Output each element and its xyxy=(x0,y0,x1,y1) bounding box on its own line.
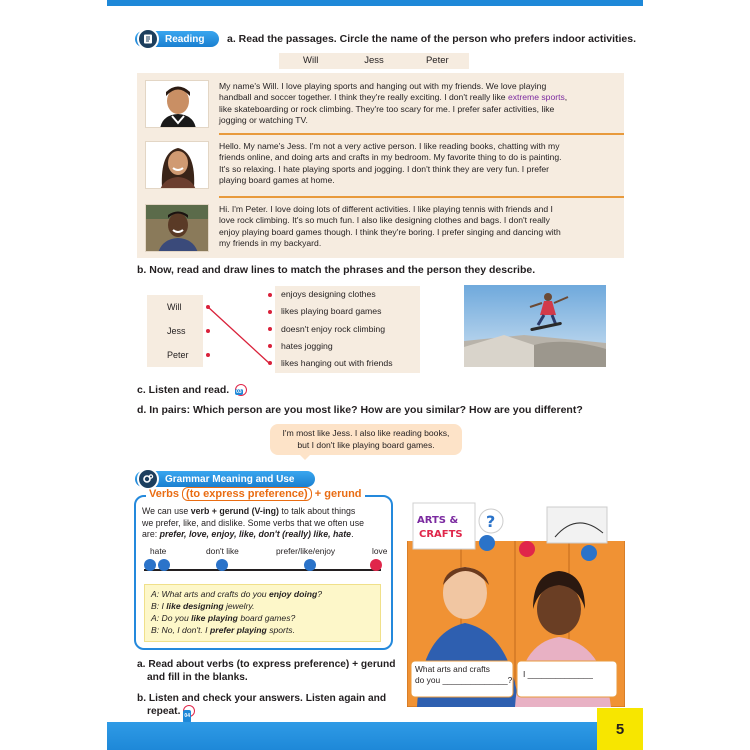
dialog-bold: like playing xyxy=(191,613,238,623)
match-name-jess: Jess xyxy=(167,326,186,336)
text-segment: . xyxy=(351,529,354,539)
match-name-will: Will xyxy=(167,302,182,312)
dialog-line xyxy=(151,588,374,600)
grammar-line xyxy=(142,529,385,541)
passage-line: jogging or watching TV. xyxy=(219,114,308,125)
passage-line: Hello. My name's Jess. I'm not a very active person. I like reading books, chatting with my xyxy=(219,141,560,151)
grammar-label-text: Grammar Meaning and Use xyxy=(165,473,295,485)
grammar-label xyxy=(135,471,315,487)
match-dot-phrase[interactable] xyxy=(268,293,272,297)
audio-track-icon[interactable] xyxy=(235,384,247,396)
svg-text:?: ? xyxy=(486,512,496,531)
arts-crafts-sign: ARTS & xyxy=(417,515,459,526)
match-dot-phrase[interactable] xyxy=(268,361,272,365)
students-at-lockers-photo xyxy=(407,497,625,707)
bubble-line: but I don't like playing board games. xyxy=(297,439,435,450)
grammar-task-b xyxy=(137,692,386,718)
dialog-bold: like designing xyxy=(166,601,224,611)
photo-question-bubble xyxy=(415,664,513,686)
dialog-segment: board games? xyxy=(237,613,296,623)
audio-track-icon[interactable] xyxy=(183,705,195,717)
grammar-line xyxy=(142,506,385,518)
match-phrase: hates jogging xyxy=(281,340,333,351)
thumbs-down-icon xyxy=(144,559,156,571)
dialog-bold: prefer playing xyxy=(209,625,267,635)
thumbs-down-icon xyxy=(216,559,228,571)
passage-line: my friends in my backyard. xyxy=(219,237,322,248)
grammar-title-paren: (to express preference) xyxy=(182,487,312,501)
instruction-d: d. In pairs: Which person are you most like? How are you similar? How are you different? xyxy=(137,404,583,416)
match-dot-phrase[interactable] xyxy=(268,327,272,331)
dialog-line xyxy=(151,624,374,636)
dialog-segment: sports. xyxy=(266,625,295,635)
passage-line: playing board games at home. xyxy=(219,174,335,185)
instruction-c xyxy=(137,384,247,396)
task-line-text: repeat. xyxy=(147,706,181,717)
text-segment-bold: verb + gerund (V-ing) xyxy=(190,506,279,516)
dialog-segment: B: I xyxy=(151,601,167,611)
match-phrases xyxy=(275,286,420,373)
thumbs-down-icon xyxy=(158,559,170,571)
text-segment: We can use xyxy=(142,506,191,516)
passage-line: Hi. I'm Peter. I love doing lots of different activities. I like playing tennis with friends and I xyxy=(219,204,553,214)
highlighted-term: extreme sports xyxy=(507,92,565,103)
scale-label-love: love xyxy=(372,546,388,556)
name-option-peter[interactable]: Peter xyxy=(425,55,449,66)
preference-scale-labels xyxy=(142,546,388,558)
text-segment: to talk about things xyxy=(278,506,356,516)
grammar-title-segment: + gerund xyxy=(311,488,362,500)
match-phrase: likes hanging out with friends xyxy=(281,358,393,369)
instruction-a: a. Read the passages. Circle the name of the person who prefers indoor activities. xyxy=(227,33,637,45)
instruction-b: b. Now, read and draw lines to match the phrases and the person they describe. xyxy=(137,264,536,276)
passage-line: enjoy playing board games though. I think they're boring. I prefer singing and dancing with xyxy=(219,226,561,237)
scale-label-prefer: prefer/like/enjoy xyxy=(276,546,336,556)
skateboarder-photo xyxy=(464,285,606,367)
bubble-line: I'm most like Jess. I also like reading books, xyxy=(282,428,450,438)
passage-line: friends online, and doing arts and crafts in my bedroom. My favorite thing to do is painting. xyxy=(219,152,562,163)
match-dot-phrase[interactable] xyxy=(268,344,272,348)
task-line: and fill in the blanks. xyxy=(147,672,248,683)
dialog-line xyxy=(151,600,374,612)
grammar-dialog xyxy=(144,584,381,642)
name-option-jess[interactable]: Jess xyxy=(364,55,384,66)
dialog-line xyxy=(151,612,374,624)
arts-crafts-sign: CRAFTS xyxy=(419,529,463,540)
grammar-box xyxy=(134,488,393,650)
scale-label-hate: hate xyxy=(150,546,167,556)
heart-icon xyxy=(370,559,382,571)
passage-line: It's so relaxing. I hate playing sports and jogging. I don't think they are very fun. I prefer xyxy=(219,163,550,174)
dialog-segment: A: What arts and crafts do you xyxy=(151,589,269,599)
grammar-task-a xyxy=(137,658,395,684)
photo-answer-bubble[interactable] xyxy=(523,669,615,680)
gears-icon xyxy=(137,468,159,490)
workbook-page xyxy=(107,0,643,750)
match-phrase: likes playing board games xyxy=(281,306,382,317)
reading-label-text: Reading xyxy=(165,33,205,45)
instruction-c-text: c. Listen and read. xyxy=(137,384,230,396)
page-number: 5 xyxy=(597,708,643,750)
photo-question-line: What arts and crafts xyxy=(415,664,490,674)
dialog-segment: A: Do you xyxy=(151,613,192,623)
example-speech-bubble xyxy=(270,424,462,455)
passage-line: like skateboarding or rock climbing. They're too scary for me. I prefer safer activities, like xyxy=(219,103,555,114)
task-line: b. Listen and check your answers. Listen again and xyxy=(137,693,387,704)
text-segment: are: xyxy=(142,529,160,539)
text-segment-bold: prefer, love, enjoy, like, don't (really) like, hate xyxy=(159,529,352,539)
match-phrase: enjoys designing clothes xyxy=(281,289,376,299)
dialog-segment: B: No, I don't. I xyxy=(151,625,210,635)
passage-segment: , xyxy=(564,92,568,103)
grammar-title-segment: Verbs xyxy=(149,488,183,500)
passage-segment: handball and soccer together. I think they're really exciting. I don't really like xyxy=(219,92,508,103)
task-line xyxy=(137,705,386,718)
dialog-segment: ? xyxy=(317,589,322,599)
dialog-bold: enjoy doing xyxy=(268,589,318,599)
grammar-title xyxy=(146,488,365,500)
match-name-peter: Peter xyxy=(167,350,189,360)
passage-line: My name's Will. I love playing sports and hanging out with my friends. We love playing xyxy=(219,81,547,91)
scale-label-dont-like: don't like xyxy=(206,546,239,556)
photo-question-line[interactable]: do you ______________? xyxy=(415,675,513,685)
grammar-explanation xyxy=(142,506,385,541)
match-dot-phrase[interactable] xyxy=(268,310,272,314)
match-phrase: doesn't enjoy rock climbing xyxy=(281,323,386,334)
thumbs-up-icon xyxy=(304,559,316,571)
grammar-line: we prefer, like, and dislike. Some verbs that we often use xyxy=(142,517,364,528)
dialog-segment: jewelry. xyxy=(223,601,255,611)
photo-answer-line[interactable]: I ______________ xyxy=(523,669,593,679)
task-line: a. Read about verbs (to express preference) + gerund xyxy=(137,659,396,670)
preference-scale-line xyxy=(144,569,381,571)
passage-line: love rock climbing. It's so much fun. I also like designing clothes and bags. I don't really xyxy=(219,215,550,226)
name-option-will[interactable]: Will xyxy=(303,55,319,66)
bottom-color-band xyxy=(107,722,643,750)
